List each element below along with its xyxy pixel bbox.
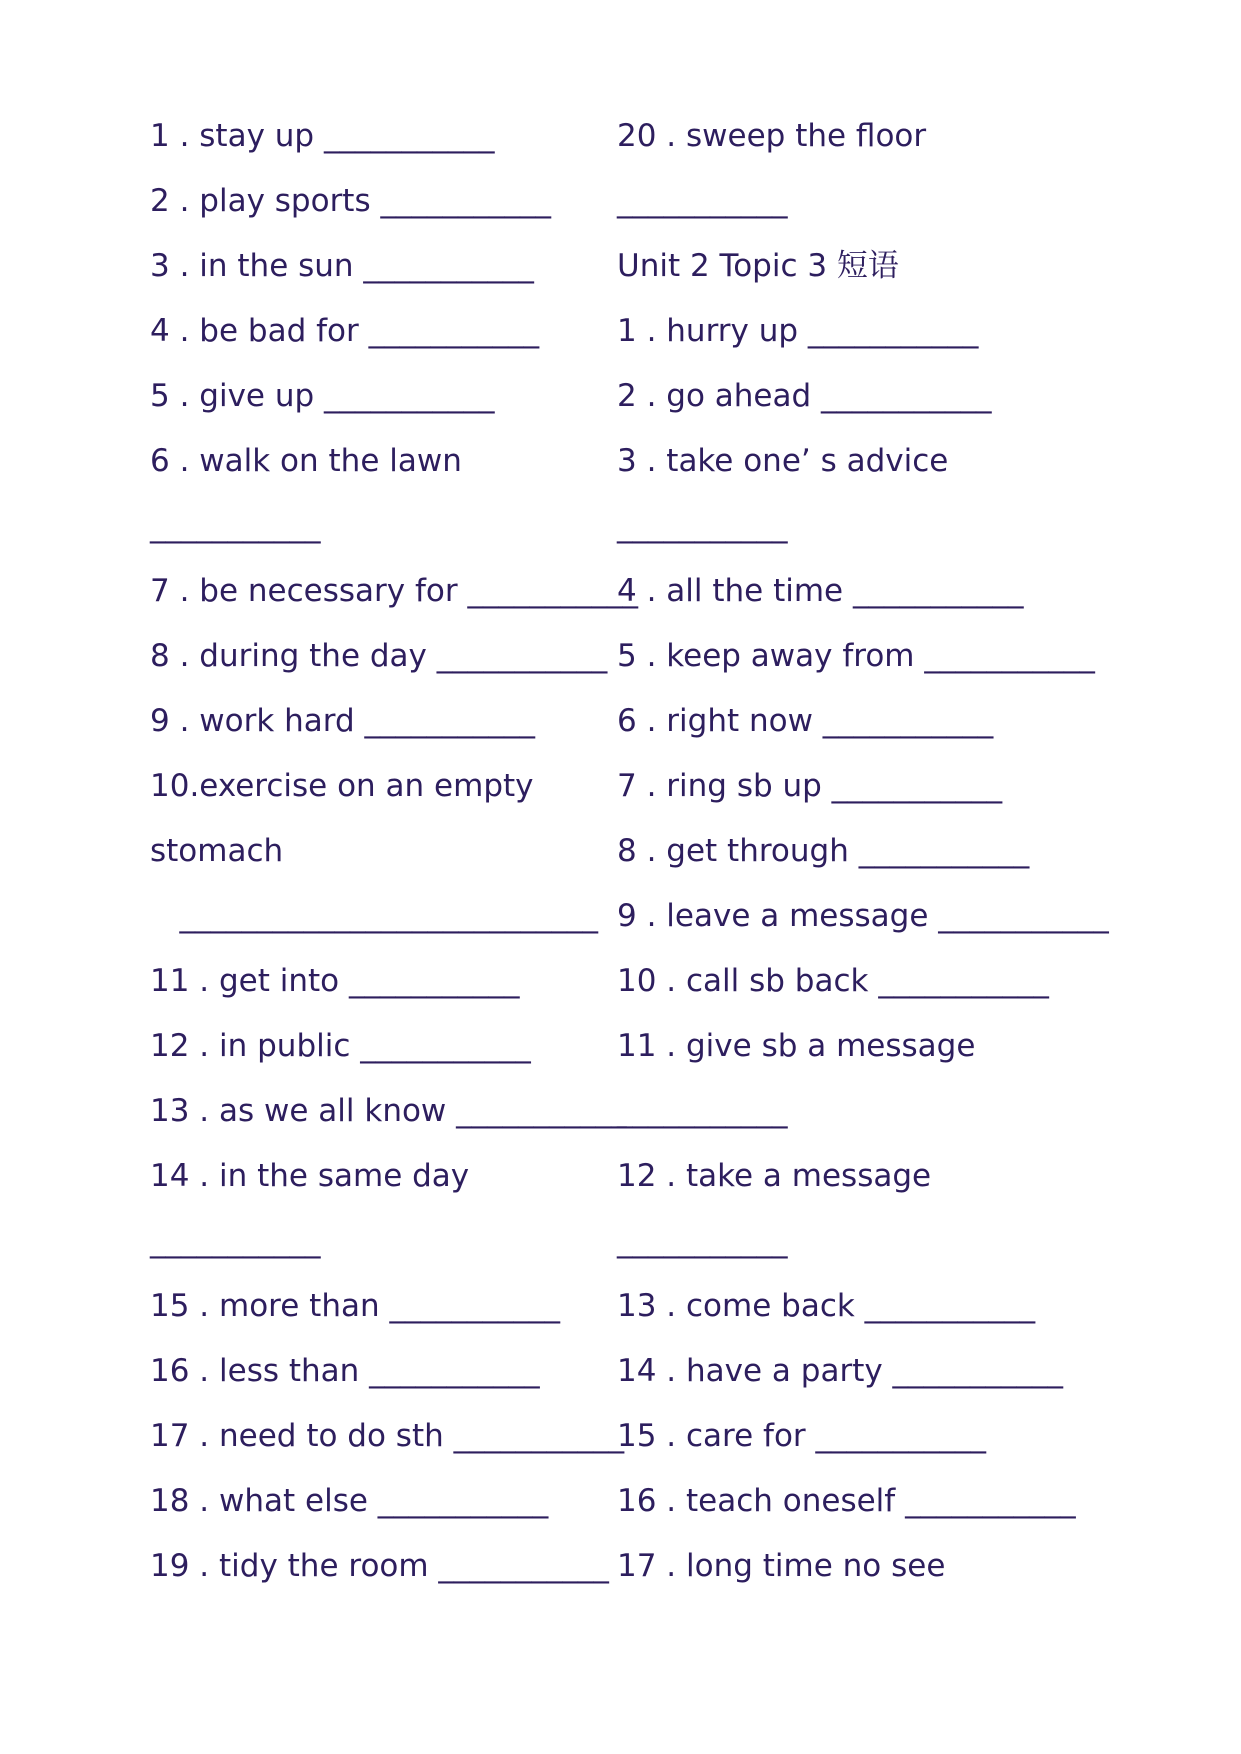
left-phrase-line: 11 . get into ___________: [150, 963, 520, 999]
left-phrase-line: 3 . in the sun ___________: [150, 248, 534, 284]
left-phrase-line: 17 . need to do sth ___________: [150, 1418, 625, 1454]
left-phrase-line: ___________: [150, 1223, 321, 1259]
right-phrase-line: 8 . get through ___________: [617, 833, 1030, 869]
left-phrase-line: 12 . in public ___________: [150, 1028, 531, 1064]
left-phrase-line: 16 . less than ___________: [150, 1353, 540, 1389]
right-phrase-line: 10 . call sb back ___________: [617, 963, 1049, 999]
right-phrase-line: 2 . go ahead ___________: [617, 378, 992, 414]
left-phrase-line: 2 . play sports ___________: [150, 183, 551, 219]
right-phrase-line: 6 . right now ___________: [617, 703, 994, 739]
left-phrase-line: 8 . during the day ___________: [150, 638, 608, 674]
left-phrase-line: ___________: [150, 508, 321, 544]
right-phrase-line: 17 . long time no see: [617, 1548, 946, 1584]
right-phrase-line: 7 . ring sb up ___________: [617, 768, 1003, 804]
right-phrase-line: 5 . keep away from ___________: [617, 638, 1095, 674]
right-phrase-line: 20 . sweep the floor: [617, 118, 927, 154]
right-phrase-line: 3 . take one’ s advice: [617, 443, 949, 479]
right-phrase-line: 11 . give sb a message: [617, 1028, 976, 1064]
right-phrase-line: 16 . teach oneself ___________: [617, 1483, 1076, 1519]
right-phrase-line: 4 . all the time ___________: [617, 573, 1024, 609]
left-phrase-line: 6 . walk on the lawn: [150, 443, 462, 479]
left-phrase-line: 13 . as we all know ___________: [150, 1093, 627, 1129]
left-phrase-line: ___________________________: [150, 898, 599, 934]
left-phrase-line: 7 . be necessary for ___________: [150, 573, 638, 609]
left-phrase-line: 1 . stay up ___________: [150, 118, 495, 154]
right-column: [617, 116, 1137, 1611]
right-phrase-line: 9 . leave a message ___________: [617, 898, 1109, 934]
right-phrase-line: 13 . come back ___________: [617, 1288, 1036, 1324]
right-phrase-line: ___________: [617, 1223, 788, 1259]
left-phrase-line: 10.exercise on an empty: [150, 768, 534, 804]
left-phrase-line: stomach: [150, 833, 284, 869]
left-phrase-line: 9 . work hard ___________: [150, 703, 536, 739]
right-phrase-line: 14 . have a party ___________: [617, 1353, 1064, 1389]
left-phrase-line: 15 . more than ___________: [150, 1288, 560, 1324]
right-phrase-line: ___________: [617, 183, 788, 219]
right-phrase-line: Unit 2 Topic 3 短语: [617, 248, 899, 284]
right-phrase-line: ___________: [617, 508, 788, 544]
right-phrase-line: 1 . hurry up ___________: [617, 313, 979, 349]
left-phrase-line: 4 . be bad for ___________: [150, 313, 540, 349]
left-column: [150, 116, 638, 1611]
right-phrase-line: 15 . care for ___________: [617, 1418, 987, 1454]
left-phrase-line: 19 . tidy the room ___________: [150, 1548, 609, 1584]
left-phrase-line: 18 . what else ___________: [150, 1483, 549, 1519]
left-phrase-line: 14 . in the same day: [150, 1158, 470, 1194]
right-phrase-line: ___________: [617, 1093, 788, 1129]
right-phrase-line: 12 . take a message: [617, 1158, 932, 1194]
left-phrase-line: 5 . give up ___________: [150, 378, 495, 414]
